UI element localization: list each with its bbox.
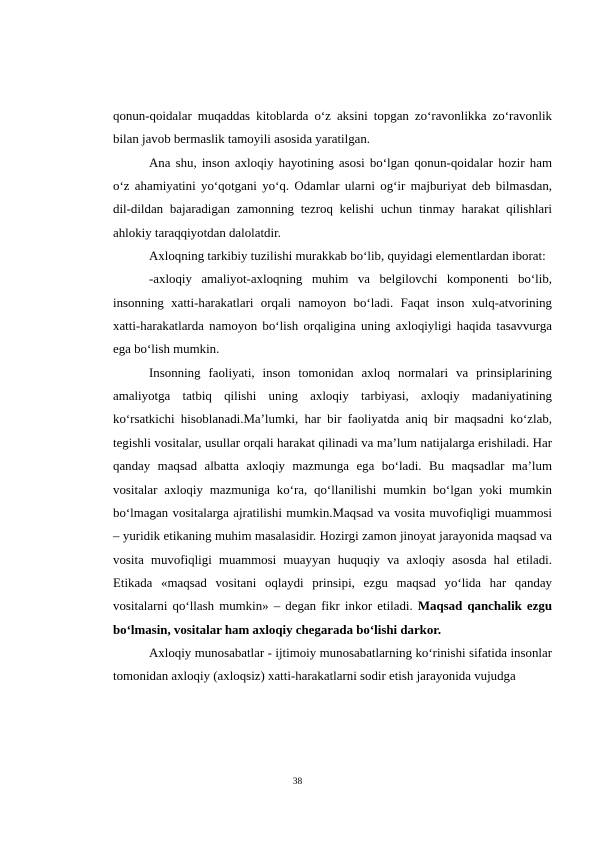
paragraph-activity-bold-text: Maqsad qanchalik ezgu bo‘lmasin, vositalar ham axloqiy chegarada bo‘lishi darkor. xyxy=(113,599,552,637)
paragraph-activity xyxy=(113,362,552,642)
paragraph-continuation: qonun-qoidalar muqaddas kitoblarda o‘z aksini topgan zo‘ravonlikka zo‘ravonlik bilan javob bermaslik tamoyili asosida yaratilgan. xyxy=(113,109,552,147)
document-body xyxy=(113,105,552,689)
paragraph-moral-rules: Ana shu, inson axloqiy hayotining asosi bo‘lgan qonun-qoidalar hozir ham o‘z ahamiyatini yo‘qotgani yo‘q. Odamlar ularni og‘ir majburiyat deb bilmasdan, dil-dildan bajaradigan zamonning tezroq kelishi uchun tinmay harakat qilishlari ahlokiy taraqqiyotdan dalolatdir. xyxy=(113,155,552,240)
paragraph-activity-text: Insonning faoliyati, inson tomonidan axloq normalari va prinsiplarining amaliyotga tatbiq qilishi uning axloqiy tarbiyasi, axloqiy madaniyatining ko‘rsatkichi hisoblanadi.Ma’lumki, har bir faoliyatda aniq bir maqsadni ko‘zlab, tegishli vositalar, usullar orqali harakat qilinadi va ma’lum natijalarga erishiladi. Har qanday maqsad albatta axloqiy mazmunga ega bo‘ladi. Bu maqsadlar ma’lum vositalar axloqiy mazmuniga ko‘ra, qo‘llanilishi mumkin bo‘lgan yoki mumkin bo‘lmagan vositalarga ajratilishi mumkin.Maqsad va vosita muvofiqligi muammosi – yuridik etikaning muhim masalasidir. Hozirgi zamon jinoyat jarayonida maqsad va vosita muvofiqligi muammosi muayyan huquqiy va axloqiy asosda hal etiladi. Etikada «maqsad vositani oqlaydi prinsipi, ezgu maqsad yo‘lida har qanday vositalarni qo‘llash mumkin» – degan fikr inkor etiladi. xyxy=(113,365,552,614)
paragraph-moral-relations: Axloqiy munosabatlar - ijtimoiy munosabatlarning ko‘rinishi sifatida insonlar tomonidan axloqiy (axloqsiz) xatti-harakatlarni sodir etish jarayonida vujudga xyxy=(113,645,552,684)
paragraph-moral-practice: -axloqiy amaliyot-axloqning muhim va belgilovchi komponenti bo‘lib, insonning xatti-harakatlari orqali namoyon bo‘ladi. Faqat inson xulq-atvorining xatti-harakatlarda namoyon bo‘lish orqaligina uning axloqiyligi haqida tasavvurga ega bo‘lish mumkin. xyxy=(113,272,552,357)
page-number: 38 xyxy=(292,777,303,787)
paragraph-structure-intro: Axloqning tarkibiy tuzilishi murakkab bo‘lib, quyidagi elementlardan iborat: xyxy=(149,249,546,264)
